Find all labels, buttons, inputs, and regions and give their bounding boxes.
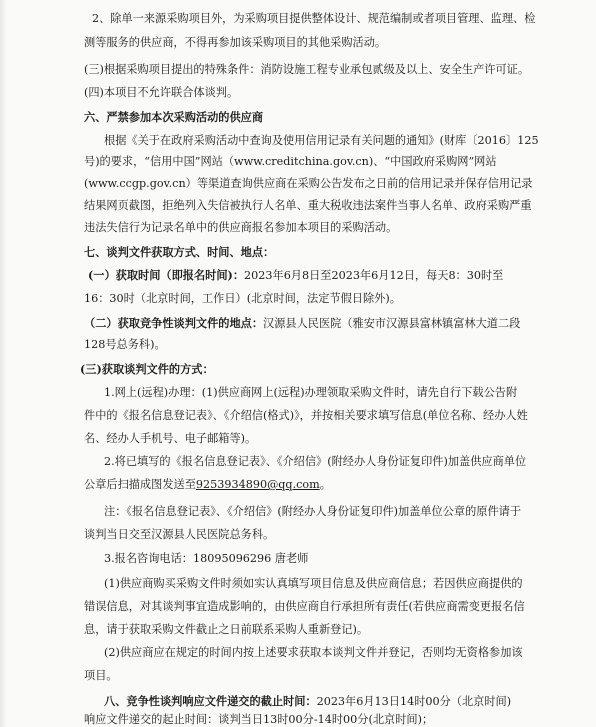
line-10: 违法失信行为记录名单中的供应商报名参加本项目的采购活动。 [84,221,398,234]
line-15: 128号总务科)。 [84,338,166,351]
deadline-value: 2023年6月13日14时00分（北京时间) [316,695,512,708]
email-link[interactable]: 9253934890@qq.com [195,478,320,491]
line-28: (2)供应商应在规定的时间内按上述要求获取本谈判文件并登记，否则均无资格参加该 [104,646,523,659]
line-24: 3.报名咨询电话：18095096296 唐老师 [104,552,309,565]
acquire-time-label: (一）获取时间（即报名时间)： [88,268,245,282]
line-13: 16：30时（北京时间，工作日）(北京时间，法定节假日除外)。 [84,292,401,305]
line-25: (1)供应商购买采购文件时须如实认真填写项目信息及供应商信息；若因供应商提供的 [104,577,523,590]
line-1: 2、除单一来源采购项目外，为采购项目提供整体设计、规范编制或者项目管理、监理、检 [92,12,536,25]
line-26: 错误信息，对其谈判事宜造成影响的，由供应商自行承担所有责任(若供应商需变更报名信 [84,600,525,613]
line-2: 测等服务的供应商，不得再参加该采购项目的其他采购活动。 [84,36,387,49]
deadline-label: 八、竞争性谈判响应文件递交的截止时间： [104,694,317,708]
section-7-heading: 七、谈判文件获取方式、时间、地点： [84,245,275,259]
line-21 [0,478,596,492]
line-19: 名、经办人手机号、电子邮箱等)。 [84,432,257,445]
acquire-place-label: （二）获取竞争性谈判文件的地点： [84,316,264,330]
line-6: 根据《关于在政府采购活动中查询及使用信用记录有关问题的通知》(财库〔2016〕125 [104,134,539,147]
line-20: 2.将已填写的《报名信息登记表》、《介绍信》(附经办人身份证复印件)加盖供应商单位 [104,455,527,468]
line-17: 1.网上(远程)办理：(1)供应商网上(远程)办理领取采购文件时，请先自行下载公告附 [104,386,518,399]
line-29: 项目。 [84,669,118,682]
acquire-place-value: 汉源县人民医院（雅安市汉源县富林镇富林大道二段 [263,317,521,330]
email-suffix: 。 [319,478,331,491]
line-18: 件中的《报名信息登记表》、《介绍信(格式)》，并按相关要求填写信息(单位名称、经办人姓 [84,409,528,422]
line-14 [0,316,596,331]
line-30 [0,694,596,709]
line-23: 谈判当日交至汉源县人民医院总务科。 [84,528,275,541]
line-4: (四)本项目不允许联合体谈判。 [84,86,239,99]
line-7: 号)的要求，“信用中国”网站（www.creditchina.gov.cn)、“中国政府采购网”网站 [84,155,497,168]
line-3: (三)根据采购项目提出的特殊条件：消防设施工程专业承包贰级及以上、安全生产许可证。 [84,63,530,76]
acquire-time-value: 2023年6月8日至2023年6月12日，每天8：30时至 [244,269,504,282]
line-27: 息，请于获取采购文件截止之日前联系采购人重新登记)。 [84,623,369,636]
email-prefix: 公章后扫描成图发送至 [84,478,196,491]
subsection-3-heading: (三)获取谈判文件的方式： [80,362,214,376]
line-9: 结果网页截图，拒绝列入失信被执行人名单、重大税收违法案件当事人名单、政府采购严重 [84,199,532,212]
section-6-heading: 六、严禁参加本次采购活动的供应商 [84,110,264,124]
line-31: 响应文件递交的起止时间：谈判当日13时00分-14时00分(北京时间)； [84,713,434,726]
line-22: 注：《报名信息登记表》、《介绍信》(附经办人身份证复印件)加盖单位公章的原件请于 [104,505,522,518]
line-8: (www.ccgp.gov.cn）等渠道查询供应商在采购公告发布之日前的信用记录并保存信用记录 [84,177,533,190]
line-12 [0,268,596,283]
